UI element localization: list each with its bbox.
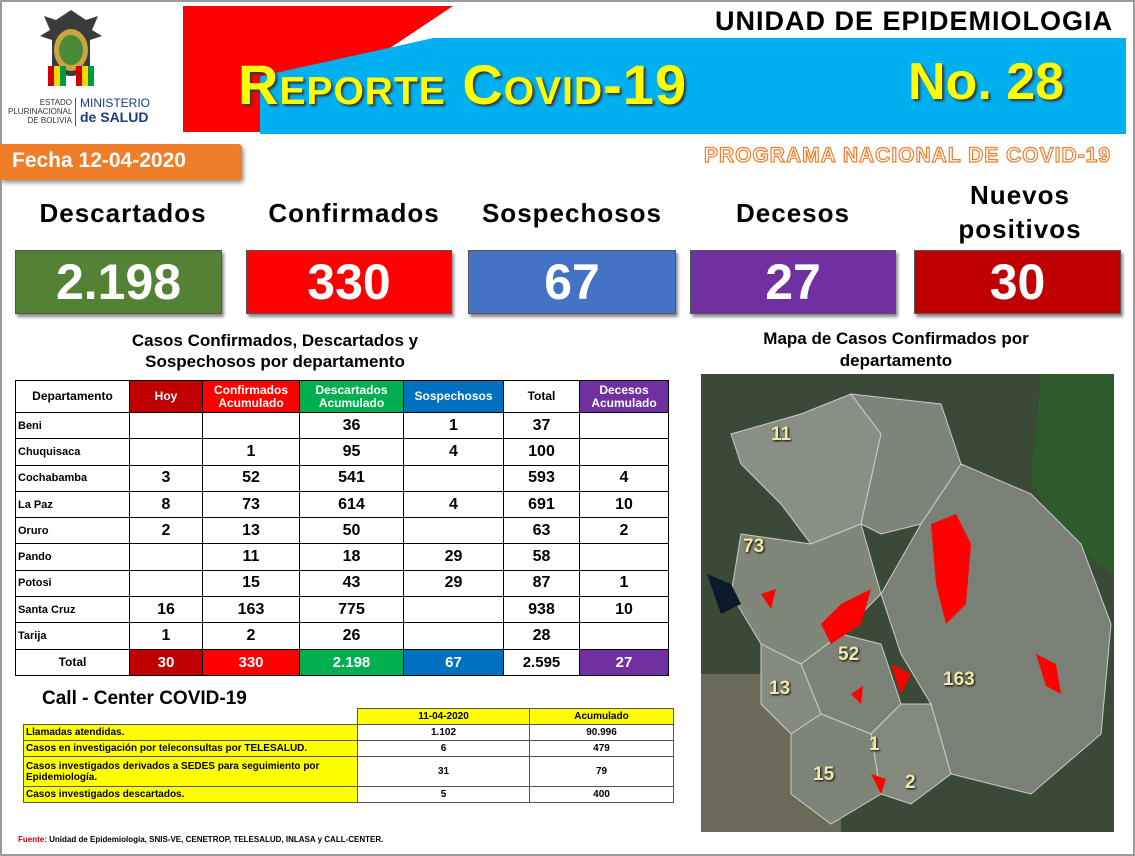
coat-of-arms-icon <box>34 6 108 94</box>
dept-value-cell: 16 <box>130 597 203 623</box>
map-label-oruro: 13 <box>769 678 791 699</box>
call-item-value: 5 <box>358 787 530 803</box>
dept-value-cell: 614 <box>300 491 404 517</box>
dept-value-cell: 593 <box>504 465 580 491</box>
dept-row <box>16 491 669 517</box>
call-center-title: Call - Center COVID-19 <box>42 688 247 709</box>
call-item-value: 479 <box>530 741 674 757</box>
dept-row <box>16 439 669 465</box>
kpi-value-sospechosos: 67 <box>468 250 676 314</box>
dept-value-cell: 10 <box>580 597 669 623</box>
call-header-row <box>24 709 674 725</box>
col-hoy: Hoy <box>130 381 203 413</box>
dept-value-cell <box>203 413 300 439</box>
kpi-label-nuevos: Nuevos positivos <box>958 180 1082 244</box>
dept-value-cell: 52 <box>203 465 300 491</box>
dept-value-cell: 541 <box>300 465 404 491</box>
dept-value-cell: 37 <box>504 413 580 439</box>
dept-value-cell: 87 <box>504 570 580 596</box>
map-label-tarija: 2 <box>905 772 916 793</box>
bolivia-map <box>701 374 1114 832</box>
map-title-line1: Mapa de Casos Confirmados por <box>763 329 1029 348</box>
dept-value-cell: 2 <box>203 623 300 649</box>
dept-value-cell <box>580 544 669 570</box>
logo-estado-text: ESTADO PLURINACIONAL DE BOLIVIA <box>8 98 73 125</box>
report-title: Reporte Covid-19 <box>238 53 688 116</box>
dept-title-line2: Sospechosos por departamento <box>145 352 405 371</box>
dept-title-line1: Casos Confirmados, Descartados y <box>131 331 419 350</box>
call-row <box>24 787 674 803</box>
dept-row <box>16 465 669 491</box>
dept-value-cell: 73 <box>203 491 300 517</box>
kpi-label-sospechosos: Sospechosos <box>481 198 663 228</box>
dept-name-cell: Cochabamba <box>16 465 130 491</box>
logo-divider <box>75 98 76 126</box>
program-title: PROGRAMA NACIONAL DE COVID-19 <box>703 144 1111 167</box>
dept-value-cell: 58 <box>504 544 580 570</box>
kpi-value-descartados: 2.198 <box>15 250 222 314</box>
date-badge: Fecha 12-04-2020 <box>0 144 242 180</box>
dept-value-cell: 29 <box>404 544 504 570</box>
call-col-acc: Acumulado <box>530 709 674 725</box>
call-header-blank <box>24 709 358 725</box>
dept-value-cell: 43 <box>300 570 404 596</box>
dept-value-cell <box>404 597 504 623</box>
total-label: Total <box>16 649 130 675</box>
call-item-value: 90.996 <box>530 725 674 741</box>
dept-value-cell: 691 <box>504 491 580 517</box>
dept-name-cell: Pando <box>16 544 130 570</box>
report-number: No. 28 <box>908 53 1065 111</box>
kpi-value-decesos: 27 <box>690 250 896 314</box>
dept-value-cell: 2 <box>580 518 669 544</box>
dept-value-cell: 50 <box>300 518 404 544</box>
dept-row <box>16 623 669 649</box>
dept-table-header <box>16 381 669 413</box>
dept-value-cell <box>130 439 203 465</box>
call-row <box>24 741 674 757</box>
dept-value-cell <box>404 465 504 491</box>
dept-table <box>15 380 669 676</box>
call-center-table <box>23 708 674 803</box>
map-title-line2: departamento <box>839 351 953 370</box>
dept-value-cell <box>404 623 504 649</box>
col-descartados: Descartados Acumulado <box>300 381 404 413</box>
dept-value-cell: 4 <box>404 439 504 465</box>
dept-name-cell: Santa Cruz <box>16 597 130 623</box>
source-label: Fuente: <box>18 835 47 844</box>
map-label-cochabamba: 52 <box>838 644 860 665</box>
dept-value-cell <box>580 439 669 465</box>
dept-value-cell: 10 <box>580 491 669 517</box>
call-item-value: 79 <box>530 757 674 787</box>
kpi-value-nuevos: 30 <box>914 250 1121 314</box>
map-graphic <box>701 374 1114 832</box>
ministry-logo <box>8 6 178 132</box>
dept-name-cell: Potosi <box>16 570 130 596</box>
dept-row <box>16 518 669 544</box>
dept-value-cell: 26 <box>300 623 404 649</box>
dept-value-cell: 163 <box>203 597 300 623</box>
dept-value-cell: 4 <box>404 491 504 517</box>
dept-value-cell: 8 <box>130 491 203 517</box>
col-confirmados: Confirmados Acumulado <box>203 381 300 413</box>
dept-name-cell: Tarija <box>16 623 130 649</box>
dept-value-cell: 775 <box>300 597 404 623</box>
dept-value-cell: 2 <box>130 518 203 544</box>
call-item-label: Casos en investigación por teleconsultas por TELESALUD. <box>24 741 358 757</box>
dept-value-cell: 3 <box>130 465 203 491</box>
total-sospechosos: 67 <box>404 649 504 675</box>
dept-value-cell: 18 <box>300 544 404 570</box>
map-label-santacruz: 163 <box>943 669 975 690</box>
map-label-potosi: 15 <box>813 764 835 785</box>
dept-name-cell: Oruro <box>16 518 130 544</box>
dept-row <box>16 413 669 439</box>
map-title <box>716 328 1076 372</box>
call-item-value: 31 <box>358 757 530 787</box>
dept-value-cell: 100 <box>504 439 580 465</box>
dept-value-cell: 1 <box>130 623 203 649</box>
logo-salud-label: de SALUD <box>80 109 149 125</box>
call-col-date: 11-04-2020 <box>358 709 530 725</box>
dept-name-cell: La Paz <box>16 491 130 517</box>
total-hoy: 30 <box>130 649 203 675</box>
dept-value-cell <box>130 570 203 596</box>
kpi-value-confirmados: 330 <box>246 250 452 314</box>
call-item-label: Casos investigados descartados. <box>24 787 358 803</box>
source-note <box>18 835 383 844</box>
dept-value-cell <box>404 518 504 544</box>
total-decesos: 27 <box>580 649 669 675</box>
dept-row <box>16 597 669 623</box>
dept-value-cell <box>130 413 203 439</box>
dept-value-cell: 29 <box>404 570 504 596</box>
call-item-value: 1.102 <box>358 725 530 741</box>
kpi-label-decesos: Decesos <box>736 198 850 228</box>
call-item-label: Casos investigados derivados a SEDES para seguimiento por Epidemiología. <box>24 757 358 787</box>
dept-value-cell: 36 <box>300 413 404 439</box>
dept-value-cell <box>580 623 669 649</box>
call-item-value: 6 <box>358 741 530 757</box>
dept-name-cell: Chuquisaca <box>16 439 130 465</box>
total-descartados: 2.198 <box>300 649 404 675</box>
col-decesos: Decesos Acumulado <box>580 381 669 413</box>
dept-value-cell <box>130 544 203 570</box>
dept-value-cell: 938 <box>504 597 580 623</box>
dept-value-cell: 1 <box>580 570 669 596</box>
dept-section-title <box>60 330 490 372</box>
logo-ministerio-text <box>80 96 150 125</box>
col-sospechosos: Sospechosos <box>404 381 504 413</box>
kpi-label-confirmados: Confirmados <box>268 198 440 228</box>
dept-value-cell <box>580 413 669 439</box>
dept-value-cell: 95 <box>300 439 404 465</box>
dept-value-cell: 1 <box>404 413 504 439</box>
kpi-label-descartados: Descartados <box>39 198 207 228</box>
dept-value-cell: 4 <box>580 465 669 491</box>
dept-value-cell: 63 <box>504 518 580 544</box>
col-departamento: Departamento <box>16 381 130 413</box>
logo-ministerio-label: MINISTERIO <box>80 96 151 110</box>
call-row <box>24 725 674 741</box>
map-label-pando: 11 <box>771 424 792 445</box>
call-row <box>24 757 674 787</box>
call-item-value: 400 <box>530 787 674 803</box>
unit-title: UNIDAD DE EPIDEMIOLOGIA <box>714 6 1113 36</box>
dept-row <box>16 570 669 596</box>
map-label-lapaz: 73 <box>743 536 765 557</box>
dept-value-cell: 11 <box>203 544 300 570</box>
dept-value-cell: 1 <box>203 439 300 465</box>
total-confirmados: 330 <box>203 649 300 675</box>
dept-row <box>16 544 669 570</box>
map-label-chuquisaca: 1 <box>869 734 880 755</box>
dept-total-row <box>16 649 669 675</box>
dept-value-cell: 13 <box>203 518 300 544</box>
total-total: 2.595 <box>504 649 580 675</box>
dept-name-cell: Beni <box>16 413 130 439</box>
col-total: Total <box>504 381 580 413</box>
source-text: Unidad de Epidemiología, SNIS-VE, CENETROP, TELESALUD, INLASA y CALL-CENTER. <box>46 835 384 844</box>
call-item-label: Llamadas atendidas. <box>24 725 358 741</box>
dept-value-cell: 28 <box>504 623 580 649</box>
dept-value-cell: 15 <box>203 570 300 596</box>
